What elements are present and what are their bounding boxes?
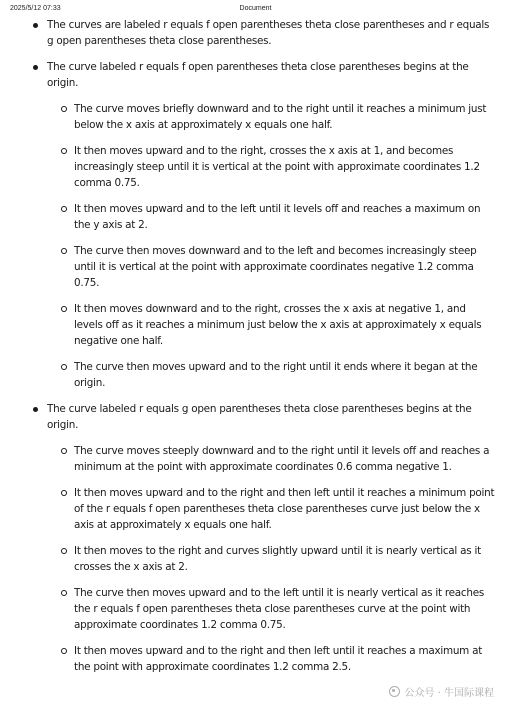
document-title: Document [239,5,272,12]
print-header [0,5,511,17]
list-item: It then moves upward and to the right and then left until it reaches a maximum at the point with approximate coordinates 1.2 comma 2.5. [74,643,495,675]
list-item: The curve moves steeply downward and to the right until it levels off and reaches a minimum at the point with approximate coordinates 0.6 comma negative 1. [74,443,495,475]
list-item-intro [47,17,495,49]
curve-description-list [0,17,495,685]
watermark [386,683,497,700]
list-item: The curve then moves downward and to the left and becomes increasingly steep until it is vertical at the point with approximate coordinates negative 1.2 comma 0.75. [74,243,495,291]
list-item: It then moves to the right and curves slightly upward until it is nearly vertical as it crosses the x axis at 2. [74,543,495,575]
list-item: The curve then moves upward and to the left until it is nearly vertical as it reaches the r equals f open parentheses theta close parentheses curve at the point with approximate coordinates 1.2 comma 0.75. [74,585,495,633]
list-item: It then moves downward and to the right, crosses the x axis at negative 1, and levels off as it reaches a minimum just below the x axis at approximately x equals negative one half. [74,301,495,349]
intro-text: The curves are labeled r equals f open parentheses theta close parentheses and r equals g open parentheses theta close parentheses. [47,19,490,47]
watermark-text: 公众号 · 牛国际课程 [404,688,494,699]
curve-f-steps [47,101,495,391]
print-timestamp: 2025/5/12 07:33 [10,5,61,12]
list-item: The curve then moves upward and to the right until it ends where it began at the origin. [74,359,495,391]
curve-g-steps [47,443,495,675]
curve-g-heading: The curve labeled r equals g open parentheses theta close parentheses begins at the origin. [47,403,472,431]
list-item-curve-f [47,59,495,391]
list-item: The curve moves briefly downward and to the right until it reaches a minimum just below the x axis at approximately x equals one half. [74,101,495,133]
list-item: It then moves upward and to the right and then left until it reaches a minimum point of the r equals f open parentheses theta close parentheses curve just below the x axis at approximately x equals one half. [74,487,495,531]
list-item-curve-g [47,401,495,675]
list-item: It then moves upward and to the right, crosses the x axis at 1, and becomes increasingly steep until it is vertical at the point with approximate coordinates 1.2 comma 0.75. [74,143,495,191]
list-item: It then moves upward and to the left until it levels off and reaches a maximum on the y axis at 2. [74,201,495,233]
wechat-icon [389,686,400,697]
curve-f-heading: The curve labeled r equals f open parentheses theta close parentheses begins at the origin. [47,61,469,89]
